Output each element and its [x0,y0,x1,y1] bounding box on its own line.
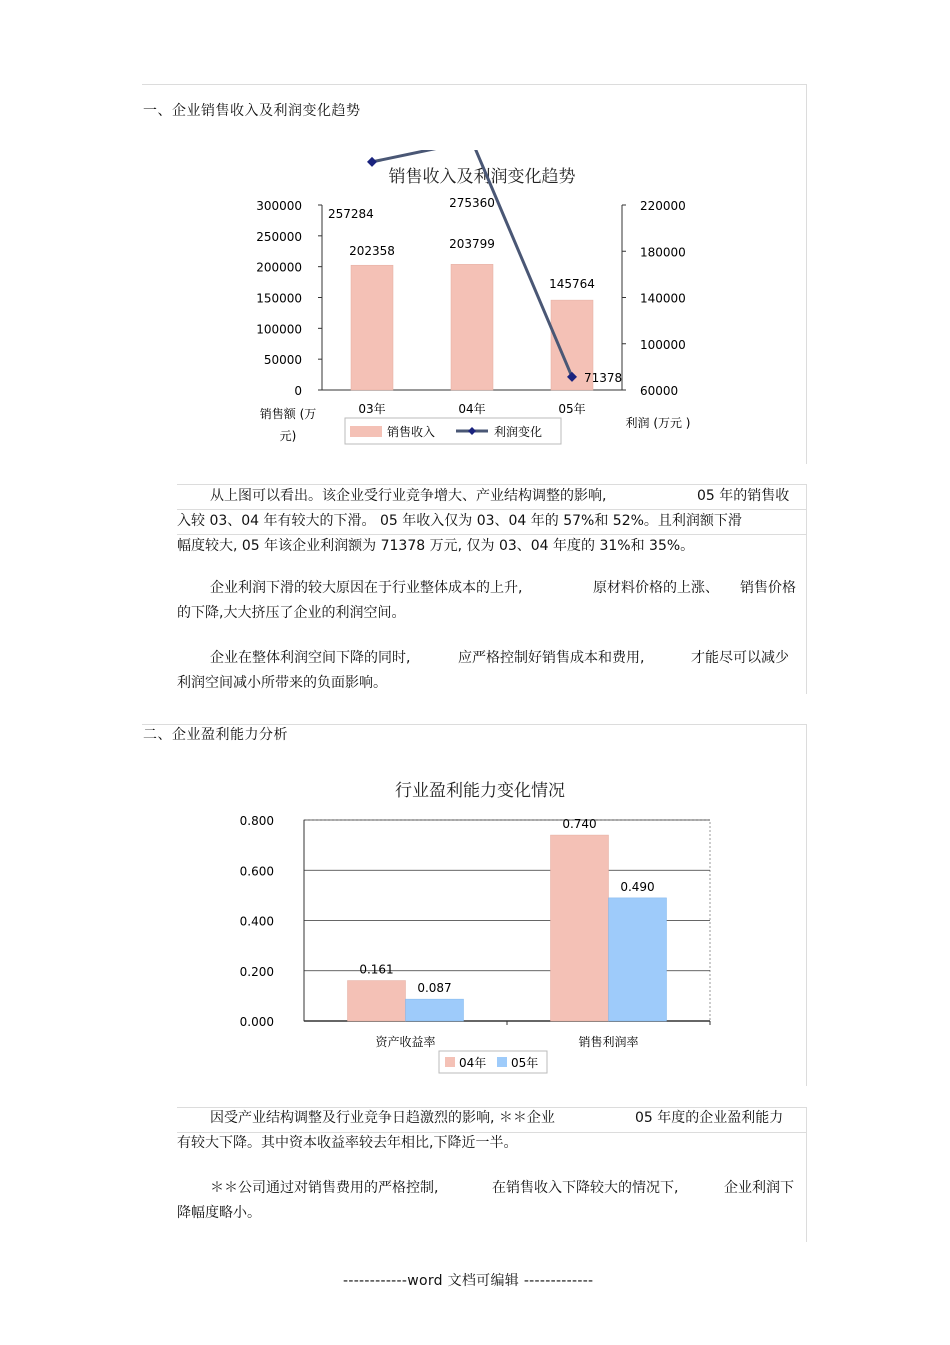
y-tick-label-left: 250000 [256,229,302,244]
chart-title: 行业盈利能力变化情况 [395,781,565,801]
legend-label-sales: 销售收入 [387,425,436,439]
para1-line-3: 幅度较大, 05 年该企业利润额为 71378 万元, 仅为 03、04 年度的 31%和 35%。 [177,538,695,554]
y-tick-label-left: 200000 [256,260,302,275]
y-tick-label: 0.400 [239,914,274,929]
para5-line-1c: 企业利润下 [724,1180,794,1196]
y-tick-label-right: 140000 [640,291,686,306]
footer-text: ------------word 文档可编辑 ------------- [343,1273,594,1289]
y-axis-label-left-line1: 销售额 (万 [259,407,317,421]
y-tick-label: 0.600 [239,864,274,879]
bar-04 [348,981,406,1021]
profitability-chart [230,770,730,1080]
data-label: 0.740 [562,817,597,832]
bar-05 [406,999,464,1021]
y-axis-label-right: 利润 (万元 ) [625,416,691,430]
y-tick-label-left: 0 [294,384,302,398]
section1-top-border [142,84,807,85]
para3-line-1a: 企业在整体利润空间下降的同时, [210,650,411,666]
y-tick-label: 0.200 [239,964,274,979]
y-tick-label-left: 100000 [256,322,302,337]
y-tick-label-left: 50000 [263,353,302,368]
legend-swatch-04 [445,1057,455,1067]
data-label: 145764 [549,277,595,291]
para5-line-1a: ＊＊公司通过对销售费用的严格控制, [210,1180,439,1196]
para3-line-1b: 应严格控制好销售成本和费用, [458,650,645,666]
legend-label-profit: 利润变化 [494,425,543,439]
section-2-title: 二、企业盈利能力分析 [143,727,288,743]
data-label: 257284 [328,207,374,221]
y-axis-label-left-line2: 元) [279,429,297,443]
x-tick-label: 05年 [558,402,586,416]
legend-swatch-sales [350,426,382,437]
x-tick-label: 04年 [458,402,486,416]
bar-sales [351,265,393,390]
bar-sales [451,264,493,390]
bar-05 [609,898,667,1021]
para4-line-1b: 05 年度的企业盈利能力 [635,1110,784,1126]
para3-line-2: 利润空间减小所带来的负面影响。 [177,675,387,691]
paragraph-4 [177,1106,807,1161]
data-label: 0.161 [359,962,394,977]
section1-right-border [806,84,807,464]
legend-label-04: 04年 [459,1056,487,1070]
paragraph-3 [177,646,807,701]
bar-04 [551,835,609,1021]
x-tick-label: 销售利润率 [578,1035,639,1049]
y-tick-label-right: 220000 [640,199,686,213]
para1-line-1a: 从上图可以看出。该企业受行业竞争增大、产业结构调整的影响, [210,488,607,504]
paragraph-2 [177,576,807,631]
y-tick-label-left: 150000 [256,291,302,306]
x-tick-label: 资产收益率 [375,1035,436,1049]
y-tick-label-right: 100000 [640,337,686,352]
sales-profit-chart [230,150,750,460]
para2-line-2: 的下降,大大挤压了企业的利润空间。 [177,605,406,621]
section-1-title: 一、企业销售收入及利润变化趋势 [143,103,361,119]
para1-line-1b: 05 年的销售收 [697,488,790,504]
y-tick-label-left: 300000 [256,199,302,213]
y-tick-label-right: 180000 [640,245,686,260]
para5-line-2: 降幅度略小。 [177,1205,261,1221]
para3-line-1c: 才能尽可以减少 [691,650,789,666]
para1-line-2: 入较 03、04 年有较大的下滑。 05 年收入仅为 03、04 年的 57%和 52%。且利润额下滑 [177,513,742,529]
chart-title: 销售收入及利润变化趋势 [388,167,576,187]
data-label: 202358 [349,244,395,258]
x-tick-label: 03年 [358,402,386,416]
legend-label-05: 05年 [511,1056,539,1070]
legend-swatch-05 [497,1057,507,1067]
data-label: 203799 [449,237,495,251]
paragraph-5 [177,1176,807,1231]
y-tick-label: 0.800 [239,814,274,828]
y-tick-label: 0.000 [239,1015,274,1029]
para4-line-2: 有较大下降。其中资本收益率较去年相比,下降近一半。 [177,1135,518,1151]
data-label: 275360 [449,196,495,210]
para5-line-1b: 在销售收入下降较大的情况下, [492,1180,679,1196]
para2-line-1b: 原材料价格的上涨、 [593,580,719,596]
y-tick-label-right: 60000 [640,384,679,398]
profit-point [367,157,377,167]
data-label: 0.490 [620,879,655,894]
para4-line-1a: 因受产业结构调整及行业竞争日趋激烈的影响, ＊＊企业 [210,1110,555,1126]
section2-right-border [806,724,807,1086]
paragraph-1 [177,484,807,564]
para2-line-1a: 企业利润下滑的较大原因在于行业整体成本的上升, [210,580,523,596]
data-label: 71378 [584,370,623,385]
para2-line-1c: 销售价格 [740,580,796,596]
data-label: 0.087 [417,981,452,996]
